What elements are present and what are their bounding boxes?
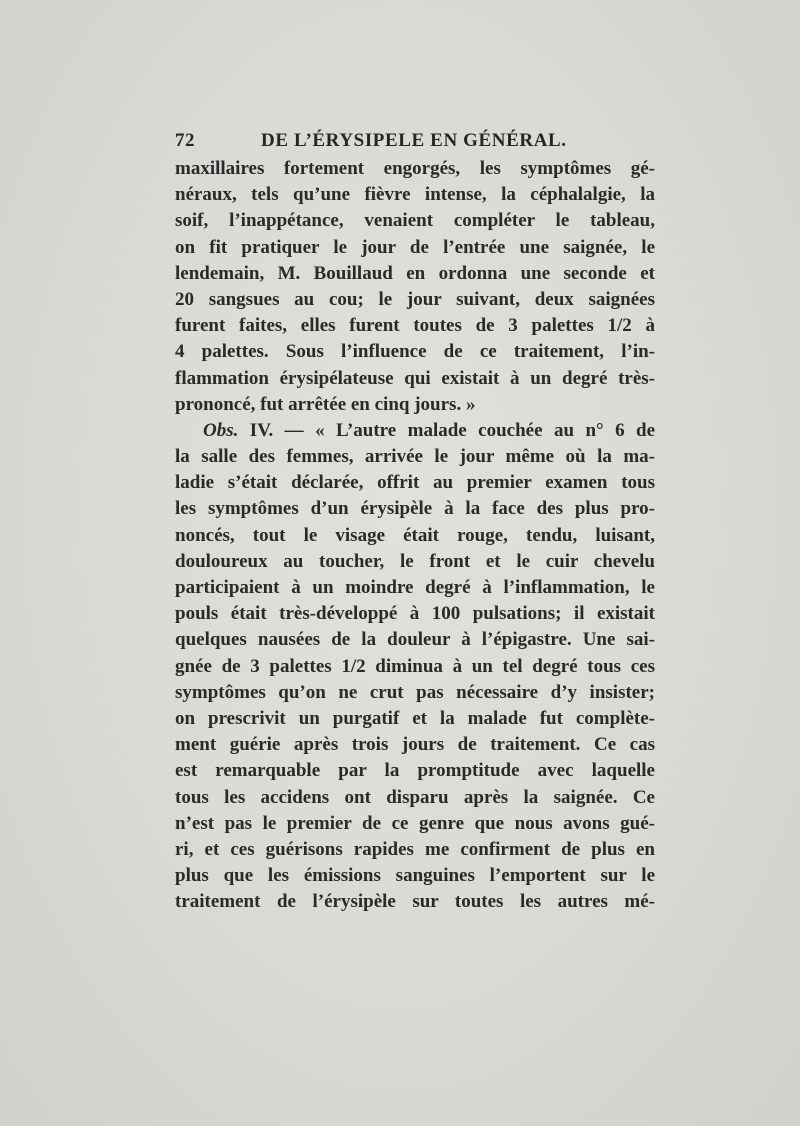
running-title: DE L’ÉRYSIPELE EN GÉNÉRAL.	[261, 130, 567, 151]
text-line: furent faites, elles furent toutes de 3 palettes 1/2 à	[175, 315, 655, 337]
running-head	[175, 130, 655, 156]
text-line: prononcé, fut arrêtée en cinq jours. »	[175, 393, 476, 415]
obs-label: Obs.	[203, 419, 239, 441]
text-line: soif, l’inappétance, venaient compléter le tableau,	[175, 210, 655, 232]
text-line: quelques nausées de la douleur à l’épigastre. Une sai-	[175, 629, 655, 651]
text-line: maxillaires fortement engorgés, les symptômes gé-	[175, 158, 655, 179]
body-text	[175, 156, 655, 915]
text-line: néraux, tels qu’une fièvre intense, la céphalalgie, la	[175, 184, 655, 206]
text-line: noncés, tout le visage était rouge, tendu, luisant,	[175, 524, 655, 546]
text-line: Obs. IV. — « L’autre malade couchée au n° 6 de	[203, 419, 655, 441]
text-line: ladie s’était déclarée, offrit au premier examen tous	[175, 472, 655, 494]
page-number: 72	[175, 130, 195, 151]
text-line: 20 sangsues au cou; le jour suivant, deux saignées	[175, 288, 655, 310]
text-line: traitement de l’érysipèle sur toutes les autres mé-	[175, 891, 655, 913]
text-line: est remarquable par la promptitude avec laquelle	[175, 760, 655, 782]
text-line: on fit pratiquer le jour de l’entrée une saignée, le	[175, 236, 655, 258]
text-line: les symptômes d’un érysipèle à la face des plus pro-	[175, 498, 655, 520]
text-line: tous les accidens ont disparu après la saignée. Ce	[175, 786, 655, 808]
text-line: ri, et ces guérisons rapides me confirment de plus en	[175, 838, 655, 860]
text-line: flammation érysipélateuse qui existait à un degré très-	[175, 367, 655, 389]
text-line: n’est pas le premier de ce genre que nous avons gué-	[175, 812, 655, 834]
text-line: gnée de 3 palettes 1/2 diminua à un tel degré tous ces	[175, 655, 655, 677]
text-line: participaient à un moindre degré à l’inflammation, le	[175, 577, 655, 598]
text-line: douloureux au toucher, le front et le cuir chevelu	[175, 550, 655, 572]
text-line: ment guérie après trois jours de traitement. Ce cas	[175, 734, 655, 756]
text-line: pouls était très-développé à 100 pulsations; il existait	[175, 603, 655, 625]
text-line: 4 palettes. Sous l’influence de ce traitement, l’in-	[175, 341, 655, 363]
text-line: la salle des femmes, arrivée le jour même où la ma-	[175, 446, 655, 468]
text-line: plus que les émissions sanguines l’emportent sur le	[175, 865, 655, 887]
text-line: lendemain, M. Bouillaud en ordonna une seconde et	[175, 262, 655, 284]
text-line: symptômes qu’on ne crut pas nécessaire d’y insister;	[175, 681, 655, 703]
text-line: on prescrivit un purgatif et la malade fut complète-	[175, 707, 655, 729]
